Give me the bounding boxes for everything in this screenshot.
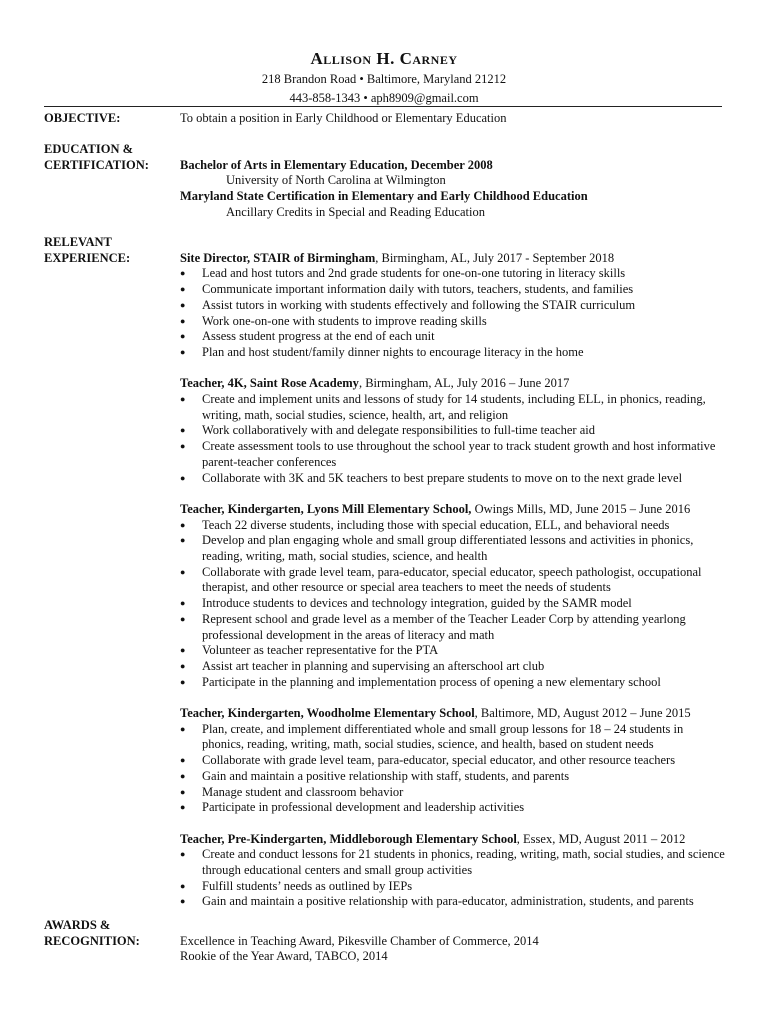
job-bullet-list (180, 392, 728, 486)
objective-content (180, 111, 728, 127)
job-details: , Birmingham, AL, July 2017 - September 2018 (375, 250, 615, 265)
job-bullet: ● Introduce students to devices and technology integration, guided by the SAMR model (180, 596, 728, 612)
job-bullet: ● Plan, create, and implement differentiated whole and small group lessons for 18 – 24 students in phonics, reading, writing, math, social studies, science, and health, based on student needs (180, 722, 728, 753)
resume-header (0, 48, 768, 108)
job-entry (180, 502, 728, 690)
job-details: , Birmingham, AL, July 2016 – June 2017 (358, 376, 570, 391)
job-bullet: ● Assess student progress at the end of each unit (180, 329, 728, 345)
job-bullet-list (180, 847, 728, 910)
job-details: , Baltimore, MD, August 2012 – June 2015 (474, 706, 691, 721)
job-bullet: ● Assist tutors in working with students effectively and following the STAIR curriculum (180, 298, 728, 314)
job-bullet: ● Teach 22 diverse students, including those with special education, ELL, and behavioral needs (180, 518, 728, 534)
job-bullet: ● Gain and maintain a positive relationship with staff, students, and parents (180, 769, 728, 785)
awards-label (44, 918, 174, 949)
awards-label-line2: RECOGNITION: (44, 933, 140, 948)
objective-text: To obtain a position in Early Childhood or Elementary Education (180, 111, 507, 125)
job-bullet: ● Plan and host student/family dinner nights to encourage literacy in the home (180, 345, 728, 361)
job-bullet-list (180, 518, 728, 691)
awards-label-line1: AWARDS & (44, 918, 111, 932)
education-label (44, 142, 174, 173)
job-bullet: ● Represent school and grade level as a member of the Teacher Leader Corp by attending yearlong professional development in the areas of literacy and math (180, 612, 728, 643)
job-bullet: ● Participate in professional development and leadership activities (180, 800, 728, 816)
ancillary-credits: Ancillary Credits in Special and Reading Education (226, 204, 485, 219)
job-heading (180, 502, 728, 518)
job-bullet: ● Communicate important information daily with tutors, teachers, students, and families (180, 282, 728, 298)
job-bullet-list (180, 722, 728, 816)
objective-label-text: OBJECTIVE: (44, 111, 121, 125)
education-label-line2: CERTIFICATION: (44, 157, 149, 172)
job-bullet: ● Create and conduct lessons for 21 students in phonics, reading, writing, math, social studies, and science through educational centers and small group activities (180, 847, 728, 878)
job-heading (180, 706, 728, 722)
job-bullet: ● Create assessment tools to use throughout the school year to track student growth and host informative parent-teacher conferences (180, 439, 728, 470)
job-entry (180, 832, 728, 911)
education-content (180, 158, 728, 221)
job-bullet: ● Develop and plan engaging whole and small group differentiated lessons and activities in phonics, reading, writing, math, social studies, science, and health (180, 533, 728, 564)
education-label-line1: EDUCATION & (44, 142, 134, 156)
experience-label-line1: RELEVANT (44, 235, 112, 249)
job-details: Owings Mills, MD, June 2015 – June 2016 (471, 501, 691, 516)
job-bullet: ● Collaborate with 3K and 5K teachers to best prepare students to move on to the next grade level (180, 471, 728, 487)
awards-content (180, 934, 728, 965)
job-bullet-list (180, 266, 728, 360)
job-heading (180, 376, 728, 392)
job-bullet: ● Work collaboratively with and delegate responsibilities to full-time teacher aid (180, 423, 728, 439)
certification: Maryland State Certification in Elementary and Early Childhood Education (180, 189, 588, 204)
job-bullet: ● Lead and host tutors and 2nd grade students for one-on-one tutoring in literacy skills (180, 266, 728, 282)
job-title: Teacher, 4K, Saint Rose Academy (180, 376, 359, 391)
job-bullet: ● Gain and maintain a positive relationship with para-educator, administration, students, and parents (180, 894, 728, 910)
job-title: Teacher, Kindergarten, Woodholme Elementary School (180, 706, 475, 721)
objective-label (44, 111, 174, 127)
school: University of North Carolina at Wilmington (226, 173, 446, 188)
job-bullet: ● Work one-on-one with students to improve reading skills (180, 314, 728, 330)
job-details: , Essex, MD, August 2011 – 2012 (516, 831, 686, 846)
job-title: Site Director, STAIR of Birmingham (180, 250, 376, 265)
header-divider (44, 106, 722, 107)
job-entry (180, 706, 728, 816)
job-bullet: ● Create and implement units and lessons of study for 14 students, including ELL, in phonics, reading, writing, math, social studies, science, health, art, and religion (180, 392, 728, 423)
job-heading (180, 251, 728, 267)
experience-content (180, 251, 728, 926)
address-line: 218 Brandon Road • Baltimore, Maryland 21212 (261, 72, 507, 86)
award-item: Excellence in Teaching Award, Pikesville Chamber of Commerce, 2014 (180, 933, 539, 948)
contact-line: 443-858-1343 • aph8909@gmail.com (289, 91, 479, 105)
job-heading (180, 832, 728, 848)
job-bullet: ● Collaborate with grade level team, para-educator, special educator, and other resource teachers (180, 753, 728, 769)
job-bullet: ● Collaborate with grade level team, para-educator, special educator, speech pathologist, occupational therapist, and other resource or special area teachers to meet the needs of students (180, 565, 728, 596)
job-title: Teacher, Kindergarten, Lyons Mill Elementary School, (180, 501, 472, 516)
job-bullet: ● Participate in the planning and implementation process of opening a new elementary school (180, 675, 728, 691)
job-entry (180, 251, 728, 361)
job-bullet: ● Assist art teacher in planning and supervising an afterschool art club (180, 659, 728, 675)
job-bullet: ● Fulfill students’ needs as outlined by IEPs (180, 879, 728, 895)
award-item: Rookie of the Year Award, TABCO, 2014 (180, 949, 388, 964)
candidate-name: Allison H. Carney (310, 49, 458, 68)
degree: Bachelor of Arts in Elementary Education, December 2008 (180, 157, 493, 172)
job-entry (180, 376, 728, 486)
experience-label-line2: EXPERIENCE: (44, 250, 131, 265)
job-bullet: ● Volunteer as teacher representative for the PTA (180, 643, 728, 659)
experience-label (44, 235, 174, 266)
job-bullet: ● Manage student and classroom behavior (180, 785, 728, 801)
job-title: Teacher, Pre-Kindergarten, Middleborough Elementary School (180, 831, 517, 846)
